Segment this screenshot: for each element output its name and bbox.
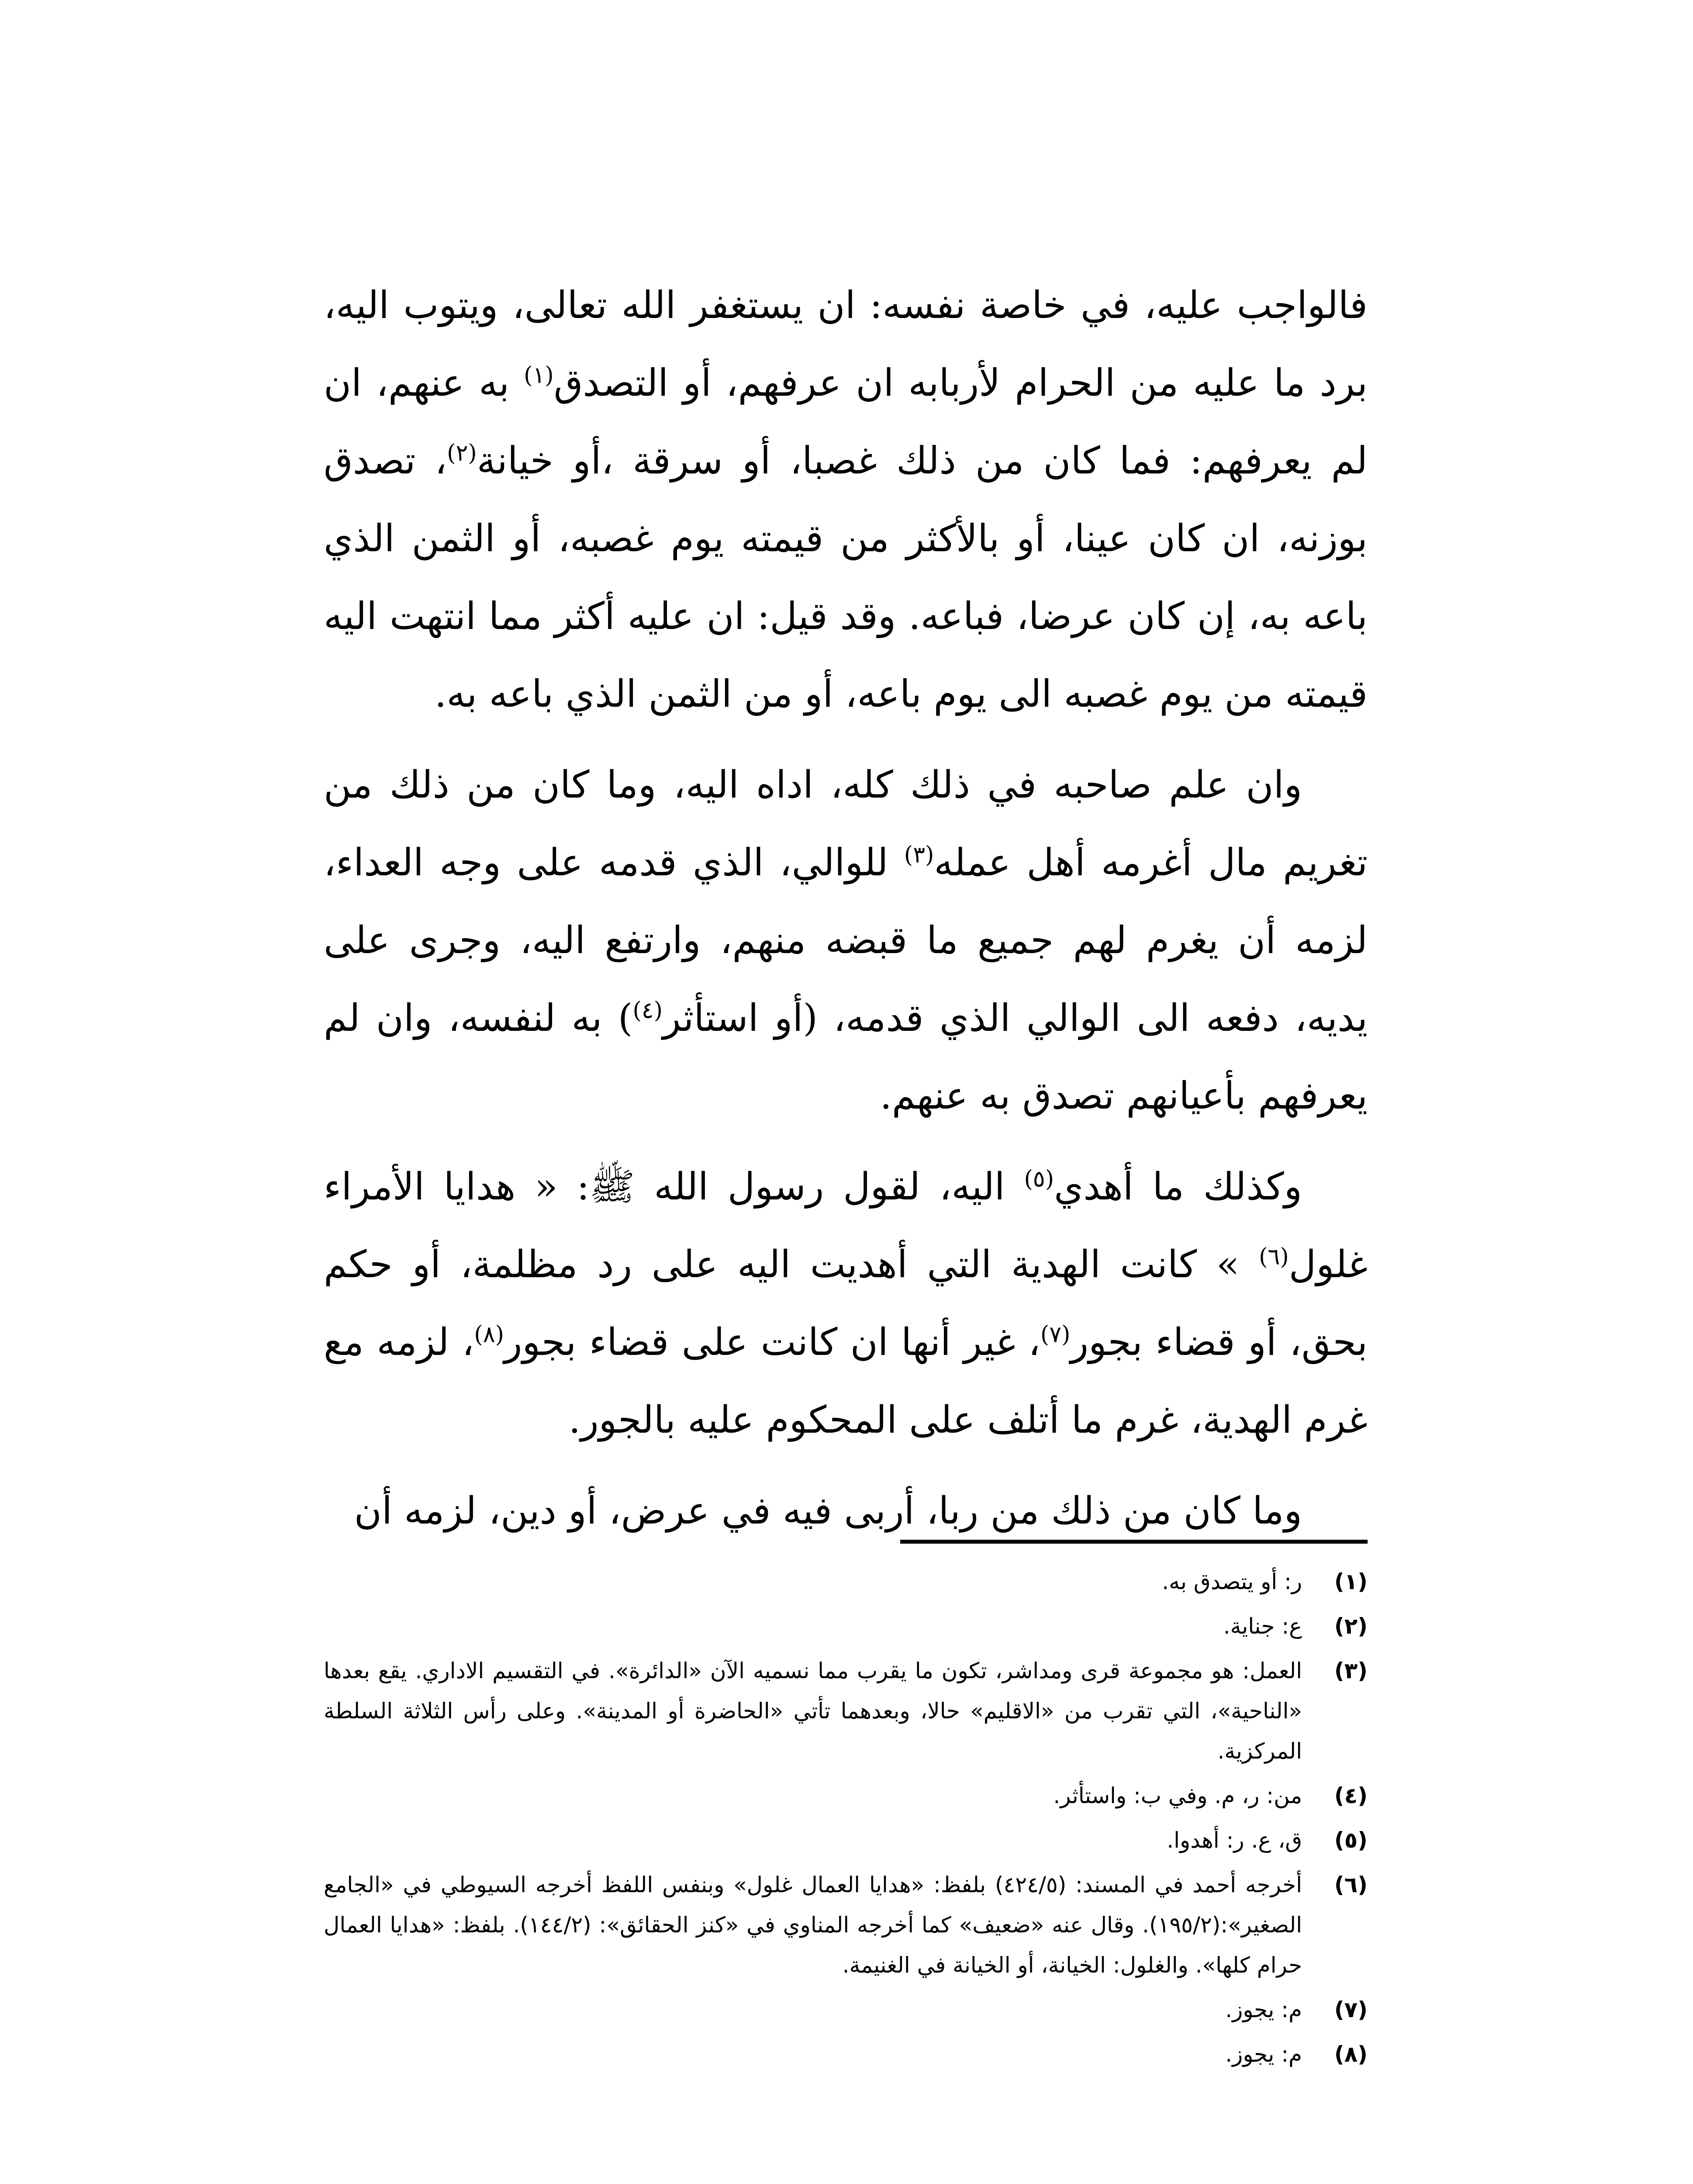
paragraph-text: فالواجب عليه، في خاصة نفسه: ان يستغفر الله تعالى، ويتوب اليه، برد ما عليه من الحرام لأربابه ان عرفهم، أو التصدق (324, 283, 1368, 405)
footnote-ref: (٧) (1040, 1321, 1071, 1348)
footnote-6 (324, 1865, 1368, 1985)
footnote-7 (324, 1990, 1368, 2030)
footnote-number: (١) (1334, 1569, 1368, 1594)
footnote-1 (324, 1562, 1368, 1602)
paragraph-3 (324, 1148, 1368, 1459)
footnote-text: أخرجه أحمد في المسند: (٤٢٤/٥) بلفظ: «هدايا العمال غلول» وبنفس اللفظ أخرجه السيوطي في «الجامع الصغير»:(١٩٥/٢). وقال عنه «ضعيف» كما أخرجه المناوي في «كنز الحقائق»: (١٤٤/٢). بلفظ: «هدايا العمال حرام كلها». والغلول: الخيانة، أو الخيانة في الغنيمة. (324, 1872, 1302, 1978)
footnote-4 (324, 1776, 1368, 1816)
footnote-8 (324, 2034, 1368, 2074)
footnote-divider (900, 1540, 1368, 1544)
footnote-ref: (٣) (904, 842, 934, 868)
paragraph-text: وما كان من ذلك من ربا، أربى فيه في عرض، أو دين، لزمه أن (354, 1489, 1302, 1533)
footnote-text: العمل: هو مجموعة قرى ومداشر، تكون ما يقرب مما نسميه الآن «الدائرة». في التقسيم الاداري. يقع بعدها «الناحية»، التي تقرب من «الاقليم» حالا، وبعدهما تأتي «الحاضرة أو المدينة». وعلى رأس الثلاثة السلطة المركزية. (324, 1658, 1302, 1764)
paragraph-text: اليه، لقول رسول الله ﷺ: « هدايا الأمراء غلول (324, 1165, 1368, 1286)
paragraph-2 (324, 746, 1368, 1135)
footnote-text: ق، ع. ر: أهدوا. (1167, 1828, 1302, 1853)
footnote-text: من: ر، م. وفي ب: واستأثر. (1053, 1783, 1302, 1808)
paragraph-text: ، لزمه مع غرم الهدية، غرم ما أتلف على المحكوم عليه بالجور. (324, 1320, 1368, 1442)
footnote-number: (٥) (1334, 1828, 1368, 1853)
paragraph-text: وكذلك ما أهدي (1054, 1165, 1302, 1209)
footnote-5 (324, 1820, 1368, 1860)
footnote-text: ع: جناية. (1223, 1614, 1302, 1639)
footnote-2 (324, 1606, 1368, 1646)
paragraph-text: وان علم صاحبه في ذلك كله، اداه اليه، وما كان من ذلك من تغريم مال أغرمه أهل عمله (324, 763, 1368, 885)
footnote-ref: (٤) (632, 997, 663, 1024)
paragraph-1 (324, 266, 1368, 733)
paragraph-text: » كانت الهدية التي أهديت اليه على رد مظلمة، أو حكم بحق، أو قضاء بجور (324, 1243, 1368, 1364)
paragraph-text: للوالي، الذي قدمه على وجه العداء، لزمه أن يغرم لهم جميع ما قبضه منهم، وارتفع اليه، وجرى على يديه، دفعه الى الوالي الذي قدمه، (أو استأثر (324, 841, 1368, 1040)
footnote-text: م: يجوز. (1225, 2042, 1302, 2067)
footnote-number: (٦) (1334, 1872, 1368, 1897)
footnote-ref: (٢) (447, 440, 477, 467)
paragraph-text: به عنهم، ان لم يعرفهم: فما كان من ذلك غصبا، أو سرقة ،أو خيانة (324, 361, 1368, 483)
footnote-text: ر: أو يتصدق به. (1162, 1569, 1302, 1594)
footnotes-section (324, 1562, 1368, 2079)
footnote-3 (324, 1651, 1368, 1771)
footnote-number: (٣) (1334, 1658, 1368, 1683)
footnote-number: (٢) (1334, 1614, 1368, 1639)
footnote-ref: (١) (524, 362, 554, 389)
footnote-number: (٨) (1334, 2042, 1368, 2067)
paragraph-text: ، غير أنها ان كانت على قضاء بجور (504, 1320, 1040, 1364)
footnote-number: (٤) (1334, 1783, 1368, 1808)
footnote-ref: (٥) (1024, 1166, 1054, 1192)
paragraph-text: ، تصدق بوزنه، ان كان عينا، أو بالأكثر من قيمته يوم غصبه، أو الثمن الذي باعه به، إن كان عرضا، فباعه. وقد قيل: ان عليه أكثر مما انتهت اليه قيمته من يوم غصبه الى يوم باعه، أو من الثمن الذي باعه به. (324, 439, 1368, 716)
footnote-ref: (٦) (1259, 1244, 1289, 1270)
main-text-body (324, 266, 1368, 1563)
paragraph-text: ) به لنفسه، وان لم يعرفهم بأعيانهم تصدق به عنهم. (324, 996, 1368, 1118)
footnote-number: (٧) (1334, 1997, 1368, 2022)
footnote-ref: (٨) (474, 1321, 504, 1348)
footnote-text: م: يجوز. (1225, 1997, 1302, 2022)
paragraph-4 (324, 1472, 1368, 1550)
